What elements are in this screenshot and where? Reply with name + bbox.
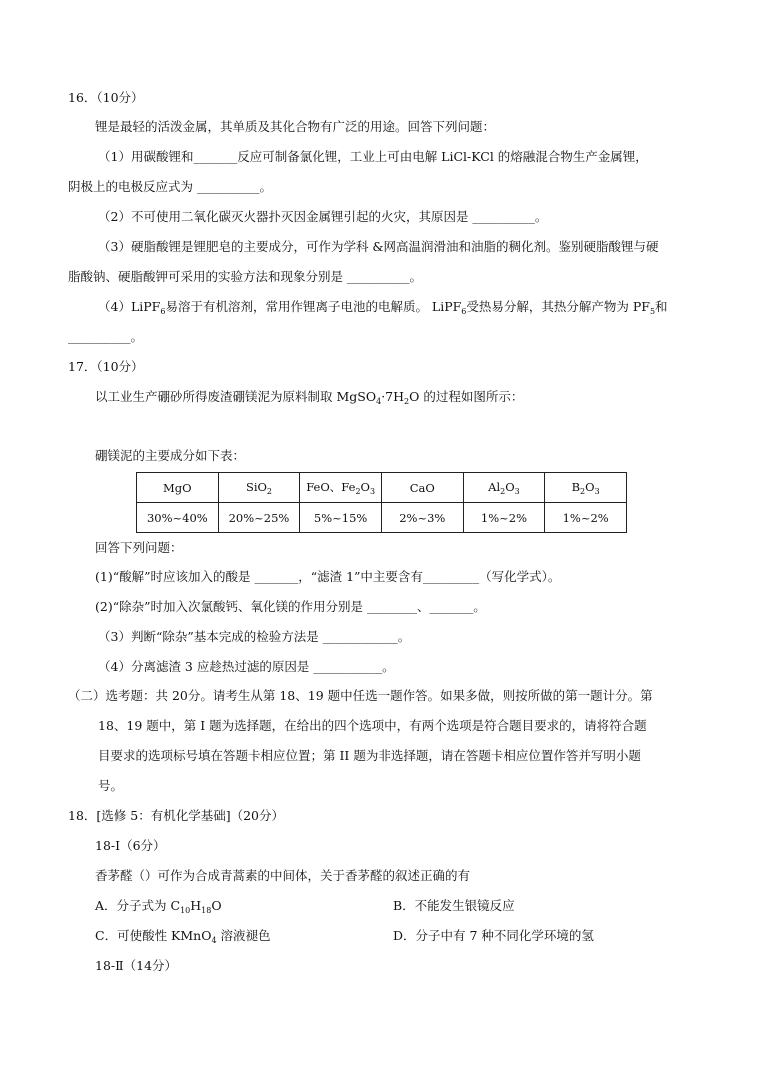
elective-line1: （二）选考题：共 20分。请考生从第 18、19 题中任选一题作答。如果多做，则按所做的第一题计分。第 xyxy=(68,688,653,703)
q17-intro xyxy=(95,389,523,410)
q17-intro-sub1: 4 xyxy=(376,397,382,406)
elective-line4: 号。 xyxy=(98,778,124,793)
q17-intro-sub2: 2 xyxy=(404,397,410,406)
q18-header: 18．[选修 5：有机化学基础]（20分） xyxy=(68,808,284,823)
table-header-cell: $Al_2O_3$ xyxy=(463,473,545,503)
q18-option-c: C．可使酸性 KMnO$_4$ 溶液褪色 xyxy=(95,928,271,945)
table-header-cell: SiO$_2$ xyxy=(218,473,300,503)
table-cell: 30%~40% xyxy=(137,503,219,533)
q16-header: 16．（10分） xyxy=(68,90,144,105)
q18-stem: 香茅醛（）可作为合成青蒿素的中间体，关于香茅醛的叙述正确的有 xyxy=(95,868,471,883)
table-cell: 5%~15% xyxy=(300,503,382,533)
table-header-cell: MgO xyxy=(137,473,219,503)
q17-sub2: (2)“除杂”时加入次氯酸钙、氧化镁的作用分别是 ________、_______。 xyxy=(95,599,486,614)
q17-header: 17．（10分） xyxy=(68,359,144,374)
table-header-cell: CaO xyxy=(381,473,463,503)
q16-part4-sub2: 6 xyxy=(461,307,467,316)
table-cell: 2%~3% xyxy=(381,503,463,533)
q17-intro-text-b: ·7H xyxy=(381,389,405,404)
q16-part4-sub1: 6 xyxy=(160,307,166,316)
q18-option-d: D．分子中有 7 种不同化学环境的氢 xyxy=(393,928,594,943)
composition-table xyxy=(136,472,627,533)
q16-part4-line1 xyxy=(98,299,668,320)
elective-line2: 18、19 题中，第 I 题为选择题，在给出的四个选项中，有两个选项是符合题目要求的，请将符合题 xyxy=(98,718,647,733)
q17-answer-prompt: 回答下列问题： xyxy=(95,540,183,555)
q17-intro-text-a: 以工业生产硼砂所得废渣硼镁泥为原料制取 MgSO xyxy=(95,389,377,404)
q18-part1-header: 18-Ⅰ（6分） xyxy=(95,838,166,853)
q17-table-caption: 硼镁泥的主要成分如下表： xyxy=(95,448,246,463)
table-header-row xyxy=(137,473,627,503)
q16-part3-line1: （3）硬脂酸锂是锂肥皂的主要成分，可作为学科 &网高温润滑油和油脂的稠化剂。鉴别硬脂酸锂与硬 xyxy=(98,239,659,254)
q16-intro: 锂是最轻的活泼金属，其单质及其化合物有广泛的用途。回答下列问题： xyxy=(95,119,496,134)
elective-line3: 目要求的选项标号填在答题卡相应位置；第 II 题为非选择题，请在答题卡相应位置作答并写明小题 xyxy=(98,748,641,763)
q17-sub1: (1)“酸解”时应该加入的酸是 _______，“滤渣 1”中主要含有_________（写化学式）。 xyxy=(95,569,561,584)
q17-intro-text-c: O 的过程如图所示： xyxy=(409,389,524,404)
table-header-cell: $B_2O_3$ xyxy=(545,473,627,503)
q16-part4-sub3: 5 xyxy=(649,307,656,316)
table-cell: 1%~2% xyxy=(545,503,627,533)
q18-option-a: A．分子式为 $C_{10}H_{18}O$ xyxy=(95,898,222,915)
q16-part1-line2: 阴极上的电极反应式为 __________。 xyxy=(68,179,272,194)
q18-part2-header: 18-Ⅱ（14分） xyxy=(95,958,178,973)
q18-option-b: B．不能发生银镜反应 xyxy=(393,898,515,913)
q16-part4-line2: __________。 xyxy=(68,329,144,344)
q16-part4-text-b: 易溶于有机溶剂，常用作锂离子电池的电解质。 LiPF xyxy=(165,299,462,314)
q16-part2: （2）不可使用二氧化碳灭火器扑灭因金属锂引起的火灾，其原因是 __________。 xyxy=(98,209,548,224)
table-row xyxy=(137,503,627,533)
q16-part4-text-a: （4）LiPF xyxy=(98,299,161,314)
q16-part1-line1: （1）用碳酸锂和_______反应可制备氯化锂，工业上可由电解 LiCl-KCl 的熔融混合物生产金属锂， xyxy=(98,149,648,164)
q16-part4-text-c: 受热易分解，其热分解产物为 PF xyxy=(466,299,650,314)
table-cell: 1%~2% xyxy=(463,503,545,533)
q17-sub3: （3）判断“除杂”基本完成的检验方法是 ____________。 xyxy=(98,629,411,644)
q16-part4-text-d: 和 xyxy=(655,299,668,314)
table-cell: 20%~25% xyxy=(218,503,300,533)
q16-part3-line2: 脂酸钠、硬脂酸钾可采用的实验方法和现象分别是 __________。 xyxy=(68,269,422,284)
q17-sub4: （4）分离滤渣 3 应趁热过滤的原因是 ___________。 xyxy=(98,659,395,674)
table-header-cell: FeO、$Fe_2O_3$ xyxy=(300,473,382,503)
